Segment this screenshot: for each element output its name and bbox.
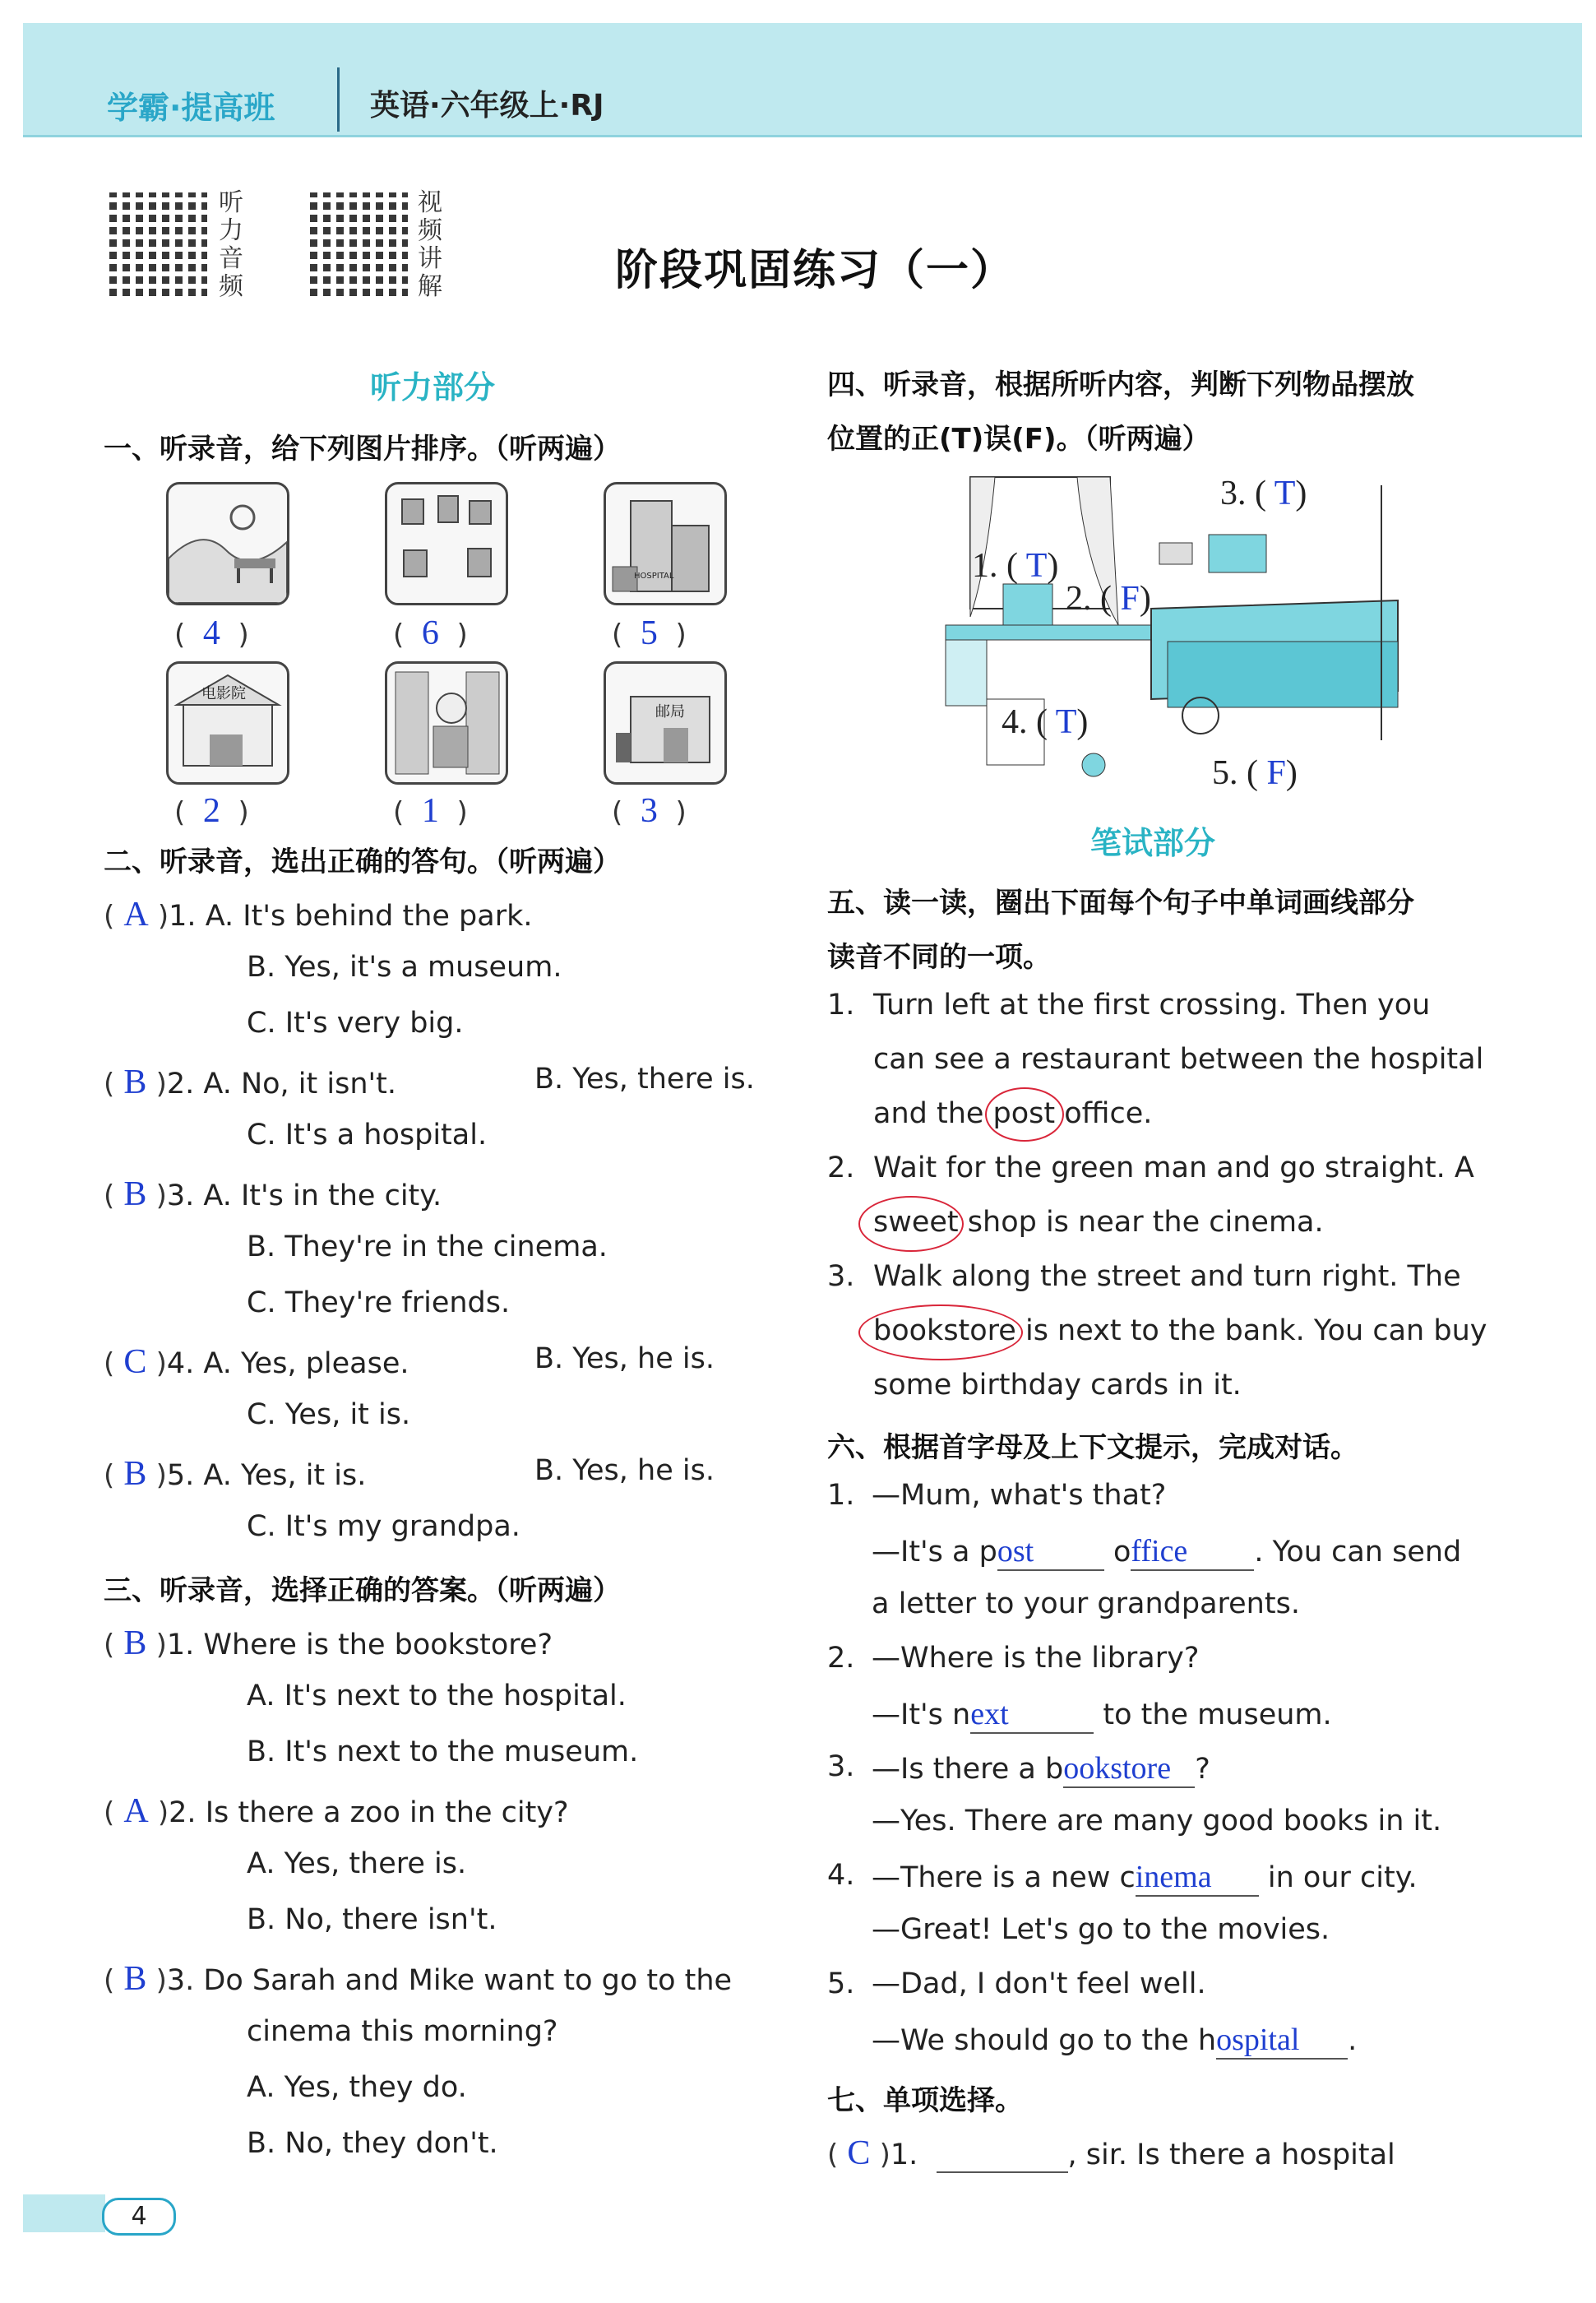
s7-q1-row: ( C )1. , sir. Is there a hospital bbox=[827, 2134, 1395, 2172]
s5-heading: 五、读一读，圈出下面每个句子中单词画线部分 bbox=[827, 887, 1414, 920]
s3-q2-opt-b: B. No, there isn't. bbox=[247, 1903, 497, 1936]
s2-q2-opt-c: C. It's a hospital. bbox=[247, 1119, 488, 1152]
circle-sweet bbox=[858, 1196, 964, 1252]
s6-num-1: 1. bbox=[827, 1479, 855, 1512]
s2-q4-row: ( C )4. A. Yes, please. bbox=[104, 1343, 409, 1381]
s5-num-2: 2. bbox=[827, 1152, 855, 1184]
s2-q3-opt-b: B. They're in the cinema. bbox=[247, 1230, 608, 1263]
s2-q4-opt-c: C. Yes, it is. bbox=[247, 1398, 411, 1431]
cinema-sign: 电影院 bbox=[201, 685, 246, 702]
cinema-picture bbox=[166, 661, 289, 785]
s3-q3-row: ( B )3. Do Sarah and Mike want to go to the bbox=[104, 1960, 733, 1998]
s3-q3-question-cont: cinema this morning? bbox=[247, 2015, 558, 2048]
s6-q1-line2: —It's a post office . You can send bbox=[872, 1533, 1461, 1571]
s2-q3-opt-c: C. They're friends. bbox=[247, 1286, 511, 1319]
s6-q1-line3: a letter to your grandparents. bbox=[872, 1587, 1300, 1620]
s1-heading: 一、听录音，给下列图片排序。（听两遍） bbox=[104, 433, 621, 466]
qr-code-video[interactable] bbox=[304, 192, 408, 296]
header-separator bbox=[337, 67, 340, 132]
s6-q2-line2: —It's next to the museum. bbox=[872, 1696, 1332, 1734]
s5-num-1: 1. bbox=[827, 989, 855, 1022]
s5-line-3: and the post office. bbox=[873, 1097, 1153, 1130]
hospital-sign: HOSPITAL bbox=[634, 572, 674, 581]
s4-label-5: 5. ( F) bbox=[1212, 754, 1298, 792]
s6-q1-fill-office[interactable]: ffice bbox=[1131, 1533, 1254, 1571]
s4-label-1: 1. ( T) bbox=[972, 547, 1059, 585]
s3-q1-opt-b: B. It's next to the museum. bbox=[247, 1735, 639, 1768]
s5-line-2: can see a restaurant between the hospital bbox=[873, 1043, 1484, 1076]
qr-code-audio[interactable] bbox=[104, 192, 207, 296]
s1-answer-2: ( 6 ) bbox=[393, 614, 468, 652]
s3-q2-row: ( A )2. Is there a zoo in the city? bbox=[104, 1792, 569, 1830]
page-number-tab bbox=[23, 2194, 105, 2232]
s5-line-8: some birthday cards in it. bbox=[873, 1369, 1242, 1402]
header-divider bbox=[23, 135, 1582, 137]
post-office-picture bbox=[604, 661, 727, 785]
s4-label-2: 2. ( F) bbox=[1066, 580, 1151, 618]
s2-q1-opt-c: C. It's very big. bbox=[247, 1007, 464, 1040]
s6-q5-line1: —Dad, I don't feel well. bbox=[872, 1967, 1206, 2000]
s6-num-5: 5. bbox=[827, 1967, 855, 2000]
s3-q2-opt-a: A. Yes, there is. bbox=[247, 1847, 467, 1880]
post-office-sign: 邮局 bbox=[655, 703, 685, 721]
s2-q2-row: ( B )2. A. No, it isn't. bbox=[104, 1063, 396, 1101]
s2-q5-row: ( B )5. A. Yes, it is. bbox=[104, 1455, 367, 1493]
s5-line-4: Wait for the green man and go straight. A bbox=[873, 1152, 1474, 1184]
qr-caption-audio: 听力音频 bbox=[219, 188, 243, 301]
qr-caption-video: 视频讲解 bbox=[418, 188, 442, 301]
circle-post bbox=[985, 1087, 1064, 1142]
s1-answer-5: ( 1 ) bbox=[393, 792, 468, 830]
s5-num-3: 3. bbox=[827, 1260, 855, 1293]
s2-q3-row: ( B )3. A. It's in the city. bbox=[104, 1175, 442, 1213]
s6-q4-fill-cinema[interactable]: inema bbox=[1136, 1859, 1259, 1897]
s2-q2-opt-b: B. Yes, there is. bbox=[534, 1063, 755, 1096]
s6-q3-fill-bookstore[interactable]: ookstore bbox=[1063, 1750, 1195, 1788]
s6-q3-line1: —Is there a bookstore ? bbox=[872, 1750, 1210, 1788]
page-title: 阶段巩固练习（一） bbox=[615, 246, 1015, 295]
s6-q4-line2: —Great! Let's go to the movies. bbox=[872, 1913, 1330, 1946]
s6-q5-line2: —We should go to the hospital . bbox=[872, 2022, 1357, 2060]
s5-line-1: Turn left at the first crossing. Then you bbox=[873, 989, 1431, 1022]
s5-line-7: bookstore is next to the bank. You can buy bbox=[873, 1314, 1487, 1347]
s5-line-6: Walk along the street and turn right. The bbox=[873, 1260, 1461, 1293]
s2-q4-opt-b: B. Yes, he is. bbox=[534, 1342, 715, 1375]
s6-num-3: 3. bbox=[827, 1750, 855, 1783]
s3-q1-row: ( B )1. Where is the bookstore? bbox=[104, 1624, 553, 1662]
s2-q1-row: ( A )1. A. It's behind the park. bbox=[104, 896, 533, 934]
s5-heading-cont: 读音不同的一项。 bbox=[827, 941, 1051, 974]
s1-answer-4: ( 2 ) bbox=[174, 792, 249, 830]
bookstore-boy-picture bbox=[385, 661, 508, 785]
s5-line-5: sweet shop is near the cinema. bbox=[873, 1206, 1324, 1239]
s1-answer-3: ( 5 ) bbox=[612, 614, 687, 652]
s3-q1-opt-a: A. It's next to the hospital. bbox=[247, 1680, 627, 1712]
s3-q3-opt-a: A. Yes, they do. bbox=[247, 2071, 467, 2104]
hospital-building-picture bbox=[604, 482, 727, 605]
s6-heading: 六、根据首字母及上下文提示，完成对话。 bbox=[827, 1431, 1358, 1464]
s2-q5-opt-b: B. Yes, he is. bbox=[534, 1454, 715, 1487]
writing-section-title: 笔试部分 bbox=[1090, 825, 1216, 861]
s1-answer-6: ( 3 ) bbox=[612, 792, 687, 830]
s4-label-4: 4. ( T) bbox=[1002, 703, 1089, 741]
s7-q1-blank[interactable] bbox=[937, 2138, 1068, 2173]
s1-answer-1: ( 4 ) bbox=[174, 614, 249, 652]
s6-q1-line1: —Mum, what's that? bbox=[872, 1479, 1167, 1512]
s7-heading: 七、单项选择。 bbox=[827, 2084, 1023, 2117]
park-scene-picture bbox=[166, 482, 289, 605]
brand-label: 学霸·提高班 bbox=[107, 90, 275, 126]
s2-q1-opt-b: B. Yes, it's a museum. bbox=[247, 951, 562, 984]
s4-label-3: 3. ( T) bbox=[1220, 475, 1307, 512]
circle-bookstore bbox=[858, 1304, 1023, 1360]
s4-heading-cont: 位置的正(T)误(F)。（听两遍） bbox=[827, 423, 1210, 456]
s2-q5-opt-c: C. It's my grandpa. bbox=[247, 1510, 520, 1543]
s6-q3-line2: —Yes. There are many good books in it. bbox=[872, 1805, 1442, 1837]
s6-q4-line1: —There is a new cinema in our city. bbox=[872, 1859, 1418, 1897]
s4-heading: 四、听录音，根据所听内容，判断下列物品摆放 bbox=[827, 368, 1414, 401]
s6-q1-fill-post[interactable]: ost bbox=[997, 1533, 1104, 1571]
s6-q2-fill-next[interactable]: ext bbox=[970, 1696, 1094, 1734]
robots-picture bbox=[385, 482, 508, 605]
s6-q2-line1: —Where is the library? bbox=[872, 1642, 1200, 1675]
s6-num-4: 4. bbox=[827, 1859, 855, 1892]
page-number: 4 bbox=[102, 2198, 176, 2236]
s3-heading: 三、听录音，选择正确的答案。（听两遍） bbox=[104, 1574, 621, 1607]
s6-num-2: 2. bbox=[827, 1642, 855, 1675]
listening-section-title: 听力部分 bbox=[370, 369, 496, 405]
book-title: 英语·六年级上·RJ bbox=[370, 89, 604, 123]
s3-q3-opt-b: B. No, they don't. bbox=[247, 2127, 498, 2160]
s2-heading: 二、听录音，选出正确的答句。（听两遍） bbox=[104, 846, 621, 878]
s6-q5-fill-hospital[interactable]: ospital bbox=[1216, 2022, 1348, 2060]
